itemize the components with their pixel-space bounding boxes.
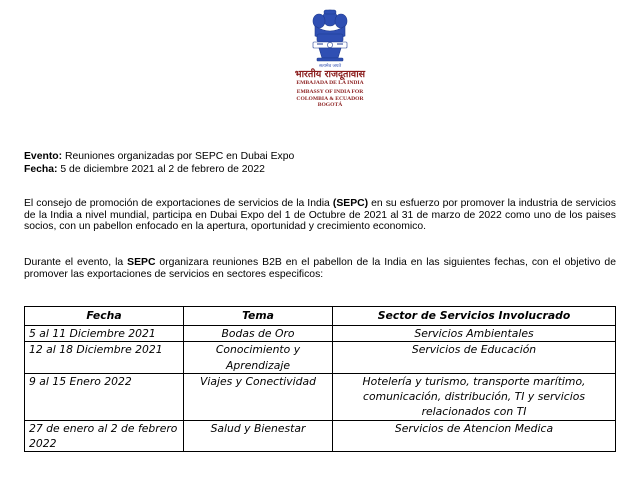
date-line xyxy=(24,164,616,177)
cell-fecha: 9 al 15 Enero 2022 xyxy=(25,373,184,420)
seal-embassy: EMBASSY OF INDIA FOR xyxy=(296,89,364,96)
table-header-row xyxy=(25,307,616,326)
cell-sector: Servicios de Atencion Medica xyxy=(333,420,616,452)
meetings-paragraph xyxy=(24,257,616,280)
intro-paragraph xyxy=(24,198,616,233)
p2-text-rest: organizara reuniones B2B en el pabellon de la India en las siguientes fechas, con el objetivo de promover las exportaciones de servicios en sectores especificos: xyxy=(24,257,616,280)
seal-embajada: EMBAJADA DE LA INDIA xyxy=(296,80,364,86)
event-line xyxy=(24,151,616,164)
table-row xyxy=(25,326,616,342)
cell-sector: Servicios Ambientales xyxy=(333,326,616,342)
seal-hindi-text: भारतीय राजदूतावास xyxy=(294,69,366,80)
cell-sector: Servicios de Educación xyxy=(333,342,616,374)
table-row xyxy=(25,420,616,452)
date-label: Fecha: xyxy=(24,163,58,175)
seal-countries: COLOMBIA & ECUADOR xyxy=(296,95,364,102)
table-row xyxy=(25,342,616,374)
p1-text-rest: en su esfuerzo por promover la industria de servicios de la India a nivel mundial, participa en Dubai Expo del 1 de Octubre de 2021 al 31 de marzo de 2022 como uno de los paises socios, con un pabellon enfocado en la apertura, oportunidad y crecimiento economico. xyxy=(24,198,616,233)
embassy-seal xyxy=(270,6,390,126)
cell-fecha: 27 de enero al 2 de febrero 2022 xyxy=(25,420,184,452)
cell-tema: Salud y Bienestar xyxy=(184,420,333,452)
cell-fecha: 5 al 11 Diciembre 2021 xyxy=(25,326,184,342)
header-tema: Tema xyxy=(184,307,333,326)
seal-city: BOGOTÁ xyxy=(317,102,343,109)
events-table xyxy=(24,306,616,452)
ashoka-lion-capital-icon xyxy=(304,6,356,68)
cell-sector: Hotelería y turismo, transporte marítimo, comunicación, distribución, TI y servicios relacionados con TI xyxy=(333,373,616,420)
event-value: Reuniones organizadas por SEPC en Dubai Expo xyxy=(62,151,295,162)
header-fecha: Fecha xyxy=(25,307,184,326)
p2-text: Durante el evento, la xyxy=(24,257,128,268)
svg-text:सत्यमेव जयते: सत्यमेव जयते xyxy=(318,64,342,68)
cell-fecha: 12 al 18 Diciembre 2021 xyxy=(25,342,184,374)
cell-tema: Viajes y Conectividad xyxy=(184,373,333,420)
event-meta xyxy=(24,151,616,176)
event-label: Evento: xyxy=(24,151,63,162)
p1-bold: (SEPC) xyxy=(332,198,369,209)
p2-bold: SEPC xyxy=(127,257,156,268)
header-sector: Sector de Servicios Involucrado xyxy=(333,307,616,326)
p1-text: El consejo de promoción de exportaciones de servicios de la India xyxy=(24,198,333,209)
date-value: 5 de diciembre 2021 al 2 de febrero de 2022 xyxy=(57,163,265,175)
table-row xyxy=(25,373,616,420)
cell-tema: Bodas de Oro xyxy=(184,326,333,342)
cell-tema: Conocimiento y Aprendizaje xyxy=(184,342,333,374)
